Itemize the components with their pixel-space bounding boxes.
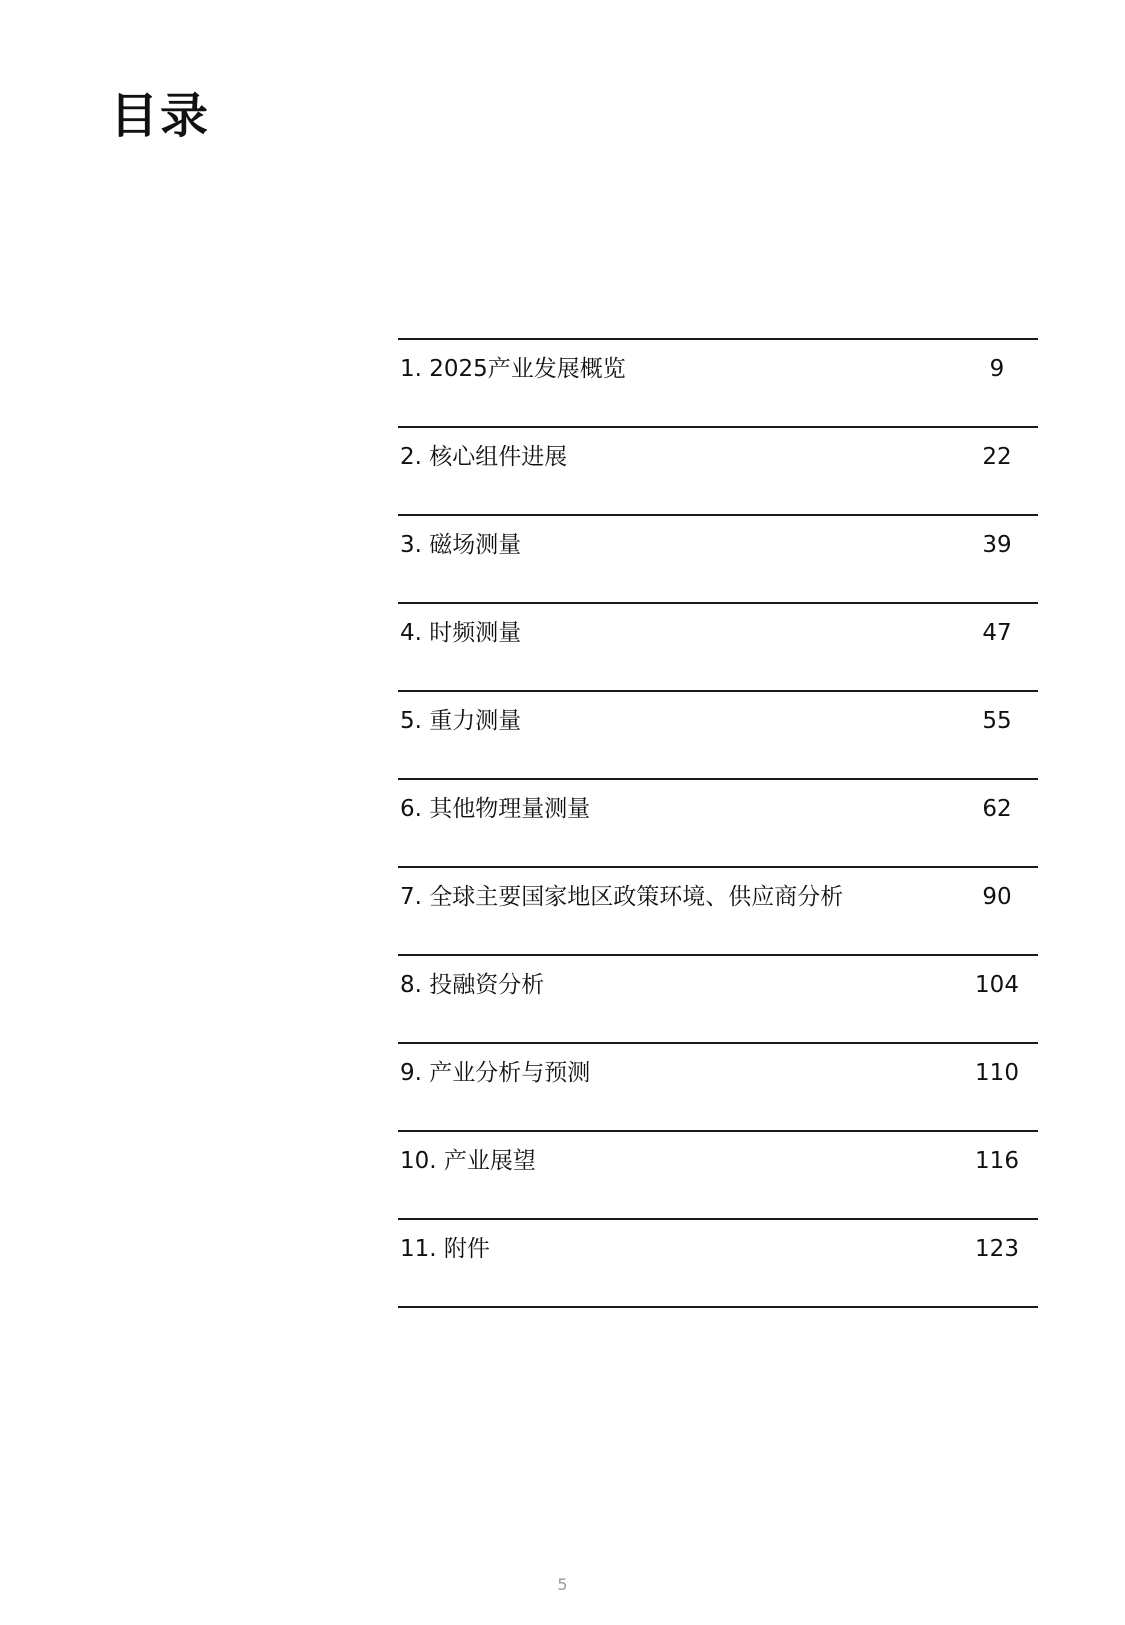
- toc-entry-label: 7. 全球主要国家地区政策环境、供应商分析: [400, 884, 844, 910]
- toc-entry-label: 1. 2025产业发展概览: [400, 356, 626, 382]
- toc-entry-6[interactable]: [398, 780, 1038, 868]
- toc-entry-page: 47: [982, 620, 1012, 646]
- toc-entry-label: 2. 核心组件进展: [400, 444, 568, 470]
- toc-entry-page: 62: [982, 796, 1012, 822]
- toc-entry-label: 11. 附件: [400, 1236, 490, 1262]
- toc-entry-page: 90: [982, 884, 1012, 910]
- toc-entry-4[interactable]: [398, 604, 1038, 692]
- toc-entry-page: 110: [975, 1060, 1019, 1086]
- toc-entry-label: 8. 投融资分析: [400, 972, 545, 998]
- toc-entry-page: 22: [982, 444, 1012, 470]
- toc-entry-page: 39: [982, 532, 1012, 558]
- toc-entry-page: 55: [982, 708, 1012, 734]
- toc-entry-label: 3. 磁场测量: [400, 532, 522, 558]
- toc-entry-label: 5. 重力测量: [400, 708, 522, 734]
- toc-entry-5[interactable]: [398, 692, 1038, 780]
- toc-entry-11[interactable]: [398, 1220, 1038, 1308]
- toc-entry-2[interactable]: [398, 428, 1038, 516]
- toc-entry-label: 10. 产业展望: [400, 1148, 536, 1174]
- page-number: 5: [557, 1575, 568, 1594]
- table-of-contents: [398, 338, 1038, 1308]
- toc-entry-page: 116: [975, 1148, 1019, 1174]
- toc-entry-3[interactable]: [398, 516, 1038, 604]
- toc-entry-page: 123: [975, 1236, 1019, 1262]
- toc-entry-1[interactable]: [398, 340, 1038, 428]
- toc-entry-label: 6. 其他物理量测量: [400, 796, 591, 822]
- toc-entry-8[interactable]: [398, 956, 1038, 1044]
- toc-entry-9[interactable]: [398, 1044, 1038, 1132]
- toc-entry-page: 104: [975, 972, 1019, 998]
- toc-entry-page: 9: [989, 356, 1005, 382]
- toc-entry-label: 4. 时频测量: [400, 620, 522, 646]
- toc-entry-label: 9. 产业分析与预测: [400, 1060, 591, 1086]
- page-title: 目录: [110, 88, 211, 144]
- toc-entry-7[interactable]: [398, 868, 1038, 956]
- toc-entry-10[interactable]: [398, 1132, 1038, 1220]
